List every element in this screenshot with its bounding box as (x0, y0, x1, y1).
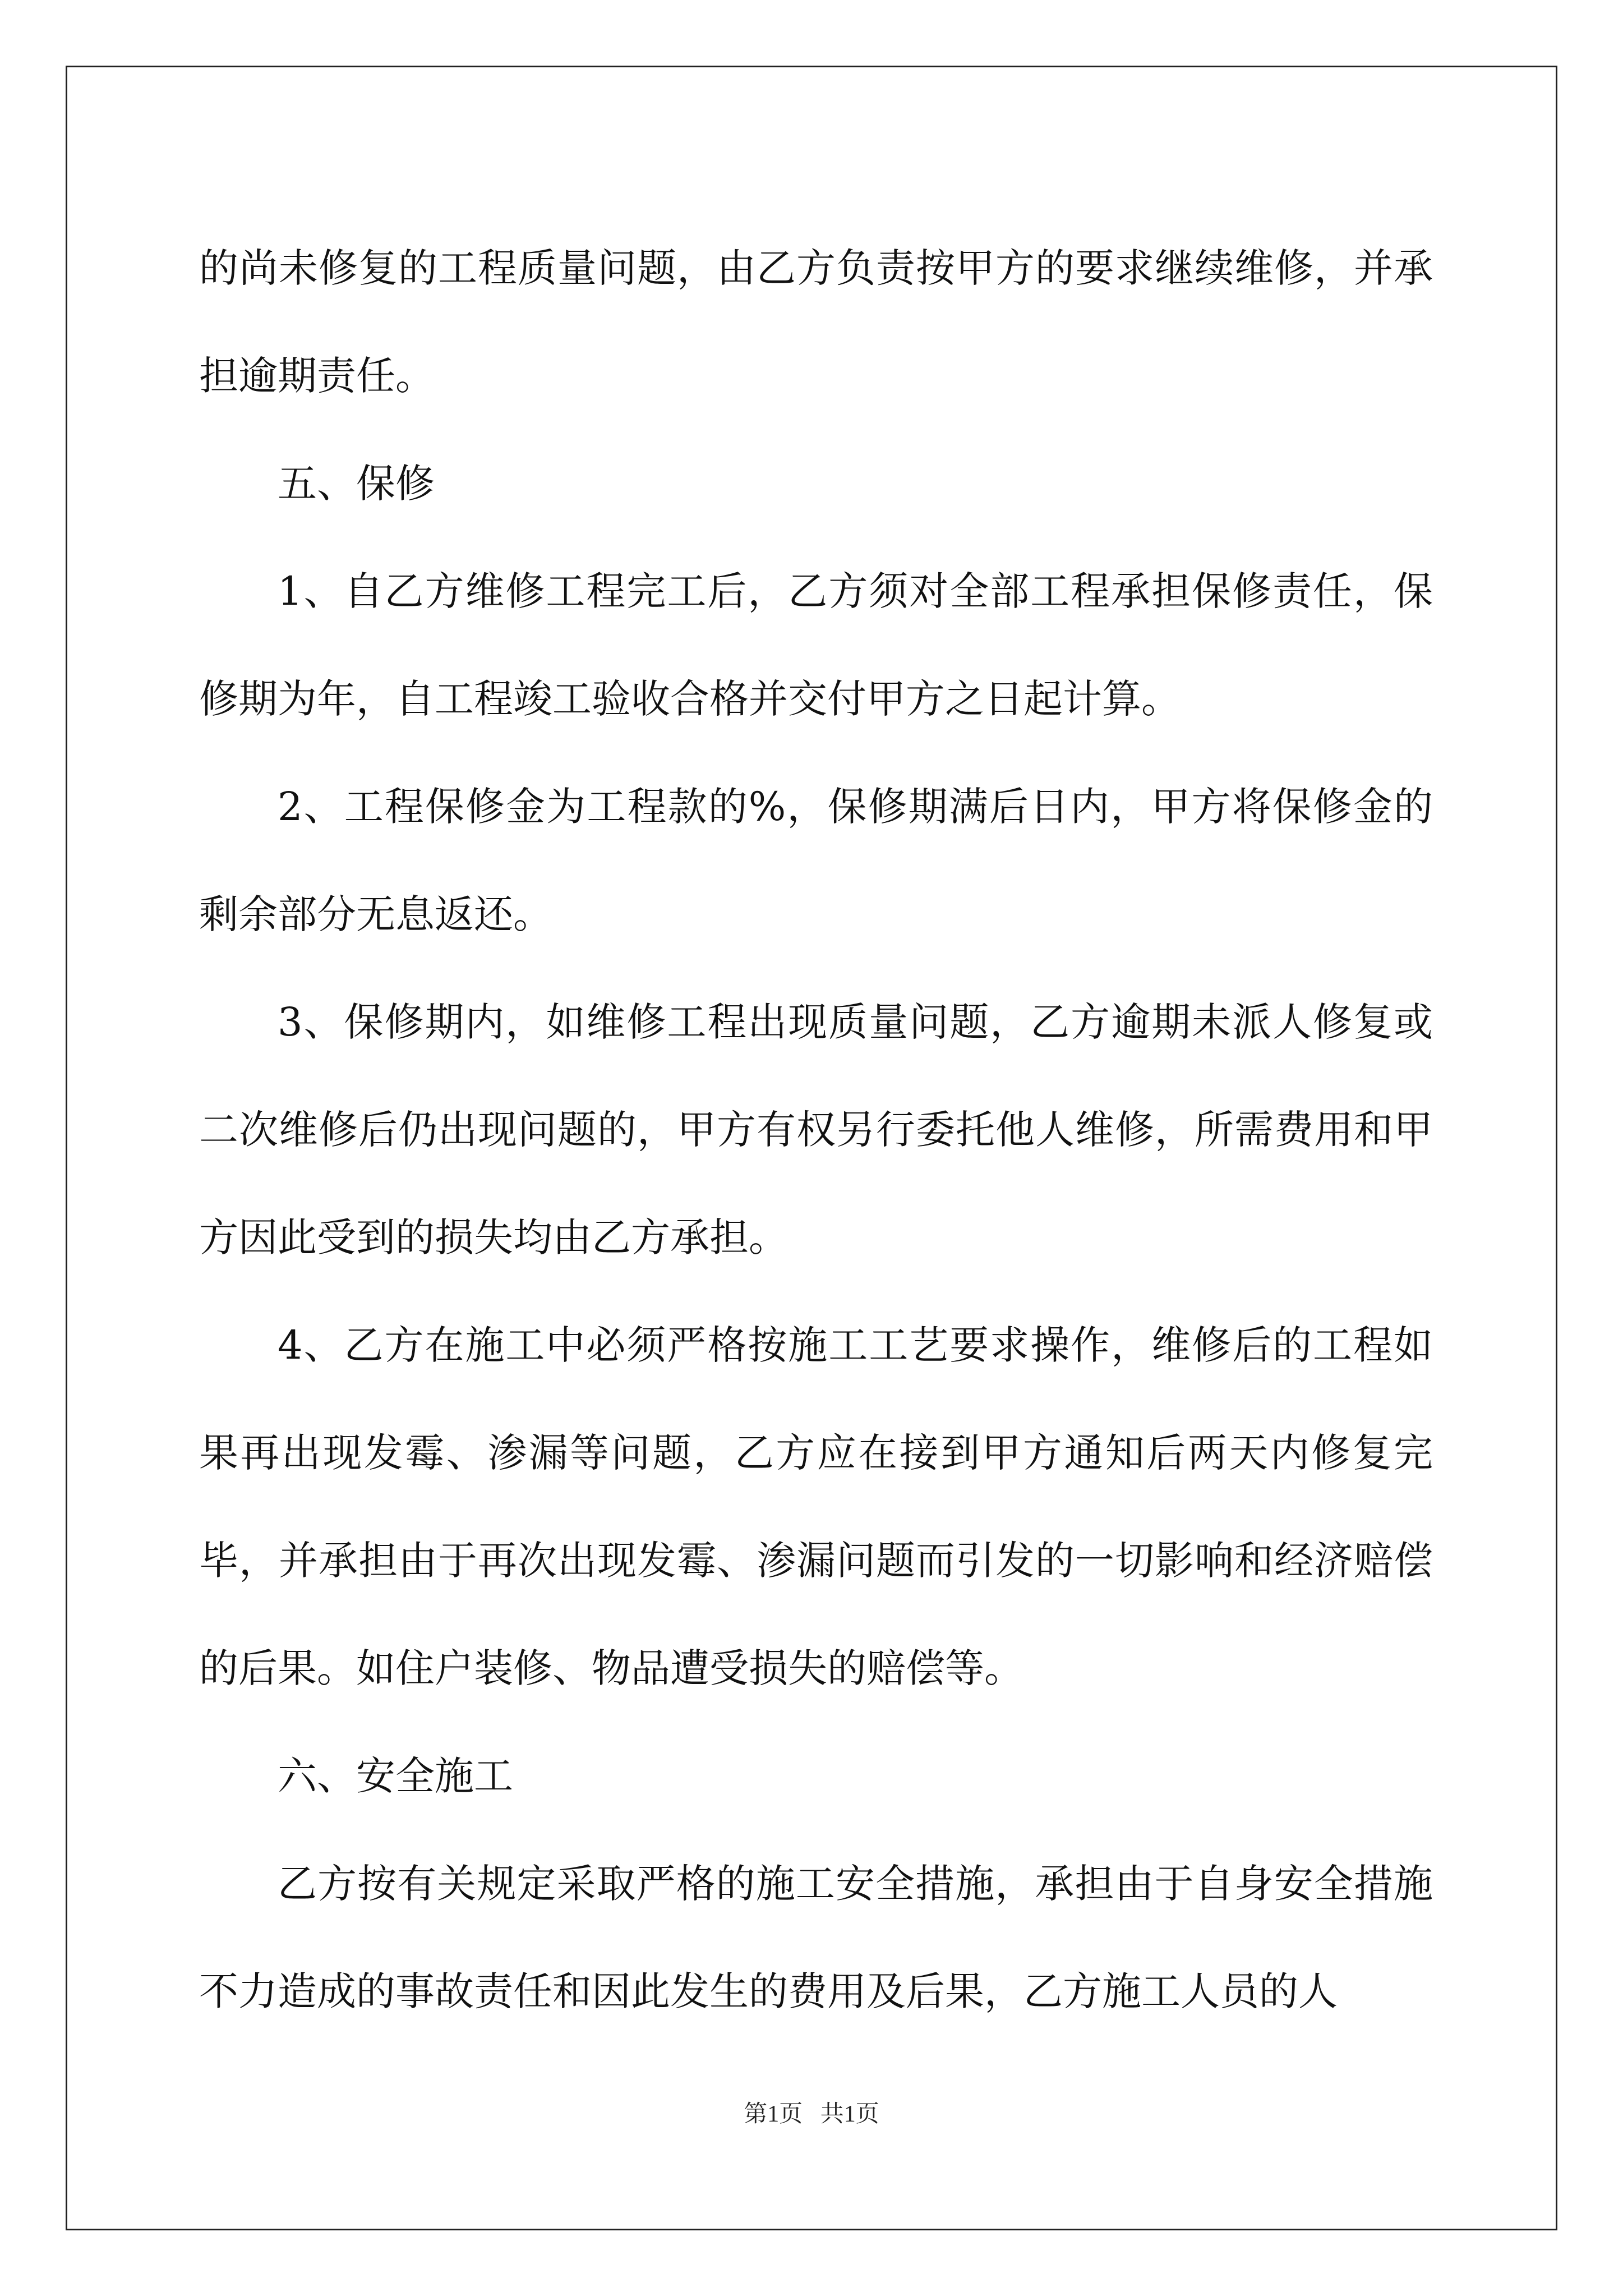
paragraph-continuation: 的尚未修复的工程质量问题，由乙方负责按甲方的要求继续维修，并承担逾期责任。 (199, 245, 1433, 399)
section-heading-warranty: 五、保修 (278, 461, 435, 507)
paragraph-warranty-3: 3、保修期内，如维修工程出现质量问题，乙方逾期未派人修复或二次维修后仍出现问题的，甲方有权另行委托他人维修，所需费用和甲方因此受到的损失均由乙方承担。 (199, 999, 1433, 1260)
section-heading-safety: 六、安全施工 (278, 1753, 513, 1799)
paragraph-warranty-2: 2、工程保修金为工程款的%，保修期满后日内，甲方将保修金的剩余部分无息返还。 (199, 784, 1433, 937)
paragraph-safety-1: 乙方按有关规定采取严格的施工安全措施，承担由于自身安全措施不力造成的事故责任和因此发生的费用及后果，乙方施工人员的人 (199, 1861, 1433, 2014)
paragraph-warranty-4: 4、乙方在施工中必须严格按施工工艺要求操作，维修后的工程如果再出现发霉、渗漏等问题，乙方应在接到甲方通知后两天内修复完毕，并承担由于再次出现发霉、渗漏问题而引发的一切影响和经济赔偿的后果。如住户装修、物品遭受损失的赔偿等。 (199, 1322, 1433, 1691)
page-number-footer: 第1页 共1页 (744, 2101, 879, 2127)
document-body (199, 214, 1433, 2045)
paragraph-warranty-1: 1、自乙方维修工程完工后，乙方须对全部工程承担保修责任，保修期为年，自工程竣工验收合格并交付甲方之日起计算。 (199, 568, 1433, 722)
